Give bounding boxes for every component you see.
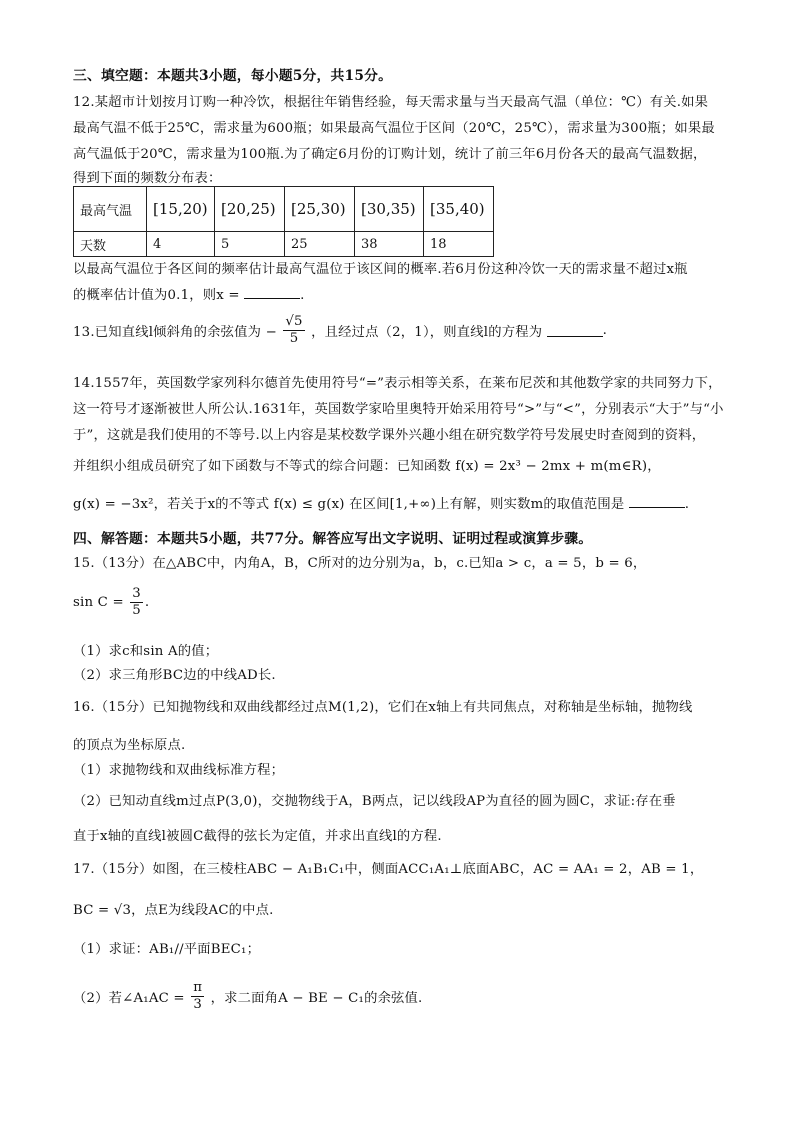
q14-line-4: 并组织小组成员研究了如下函数与不等式的综合问题：已知函数 f(x) = 2x³ − 2mx + m(m∈R)， <box>73 459 661 474</box>
q16-line-1: 16.（15分）已知抛物线和双曲线都经过点M(1,2)，它们在x轴上有共同焦点，对称轴是坐标轴，抛物线 <box>73 700 693 715</box>
fraction: $\frac{3}{5}$ <box>132 586 141 618</box>
q12-line-6: 的概率估计值为0.1，则x = . <box>73 288 305 303</box>
q12-line-4: 得到下面的频数分布表： <box>73 171 222 186</box>
fraction: $\frac{√5}{5}$ <box>285 314 303 346</box>
q17-line-2: BC = √3，点E为线段AC的中点. <box>73 903 274 918</box>
q17-part-2: （2）若∠A₁AC = $\frac{\pi}{3}$ ，求二面角A − BE − C₁的余弦值. <box>73 980 423 1012</box>
section-4-heading: 四、解答题：本题共5小题，共77分。解答应写出文字说明、证明过程或演算步骤。 <box>73 531 593 547</box>
interval-cell: [35,40) <box>424 187 494 232</box>
q15-sin-line: sin C = $\frac{3}{5}$ . <box>73 586 150 618</box>
interval-cell: [20,25) <box>215 187 285 232</box>
q14-line-3: 于”，这就是我们使用的不等号.以上内容是某校数学课外兴趣小组在研究数学符号发展史时查阅到的资料， <box>73 428 706 443</box>
count-cell: 18 <box>424 232 494 257</box>
q16-part-2a: （2）已知动直线m过点P(3,0)，交抛物线于A，B两点，记以线段AP为直径的圆为圆C，求证:存在垂 <box>73 794 676 809</box>
fraction: $\frac{\pi}{3}$ <box>193 980 203 1012</box>
interval-cell: [25,30) <box>285 187 355 232</box>
q13-line: 13.已知直线l倾斜角的余弦值为 − $\frac{√5}{5}$ ，且经过点（2，1），则直线l的方程为 . <box>73 314 608 346</box>
q17-line-1: 17.（15分）如图，在三棱柱ABC − A₁B₁C₁中，侧面ACC₁A₁⊥底面ABC，AC = AA₁ = 2，AB = 1， <box>73 862 704 877</box>
table-header-cell: 最高气温 <box>74 187 147 232</box>
answer-blank <box>244 286 300 299</box>
table-row-label: 天数 <box>74 232 147 257</box>
count-cell: 5 <box>215 232 285 257</box>
count-cell: 4 <box>147 232 215 257</box>
q12-line-2: 最高气温不低于25℃，需求量为600瓶；如果最高气温位于区间（20℃，25℃），需求量为300瓶；如果最 <box>73 121 715 136</box>
q15-line-1: 15.（13分）在△ABC中，内角A，B，C所对的边分别为a，b，c.已知a > c，a = 5，b = 6， <box>73 556 647 571</box>
interval-cell: [30,35) <box>355 187 424 232</box>
table-row <box>74 187 494 232</box>
answer-blank <box>629 495 685 508</box>
q14-line-1: 14.1557年，英国数学家列科尔德首先使用符号“=”表示相等关系，在莱布尼茨和其他数学家的共同努力下， <box>73 376 722 391</box>
q14-line-2: 这一符号才逐渐被世人所公认.1631年，英国数学家哈里奥特开始采用符号“>”与“<”，分别表示“大于”与“小 <box>73 402 724 417</box>
q15-part-2: （2）求三角形BC边的中线AD长. <box>73 668 276 683</box>
q12-line-1: 12.某超市计划按月订购一种冷饮，根据往年销售经验，每天需求量与当天最高气温（单位：℃）有关.如果 <box>73 95 709 110</box>
count-cell: 25 <box>285 232 355 257</box>
answer-blank <box>547 324 603 337</box>
table-row <box>74 232 494 257</box>
frequency-table <box>73 186 494 257</box>
q16-part-2b: 直于x轴的直线l被圆C截得的弦长为定值，并求出直线l的方程. <box>73 829 442 844</box>
q16-part-1: （1）求抛物线和双曲线标准方程； <box>73 763 285 778</box>
count-cell: 38 <box>355 232 424 257</box>
q12-line-3: 高气温低于20℃，需求量为100瓶.为了确定6月份的订购计划，统计了前三年6月份各天的最高气温数据， <box>73 147 707 162</box>
interval-cell: [15,20) <box>147 187 215 232</box>
q14-line-5: g(x) = −3x²，若关于x的不等式 f(x) ≤ g(x) 在区间[1,+∞)上有解，则实数m的取值范围是 . <box>73 497 690 512</box>
q17-part-1: （1）求证：AB₁//平面BEC₁； <box>73 942 261 957</box>
section-3-heading: 三、填空题：本题共3小题，每小题5分，共15分。 <box>73 68 393 84</box>
q16-line-2: 的顶点为坐标原点. <box>73 738 186 753</box>
q12-line-5: 以最高气温位于各区间的频率估计最高气温位于该区间的概率.若6月份这种冷饮一天的需求量不超过x瓶 <box>73 262 688 277</box>
q15-part-1: （1）求c和sin A的值； <box>73 644 219 659</box>
